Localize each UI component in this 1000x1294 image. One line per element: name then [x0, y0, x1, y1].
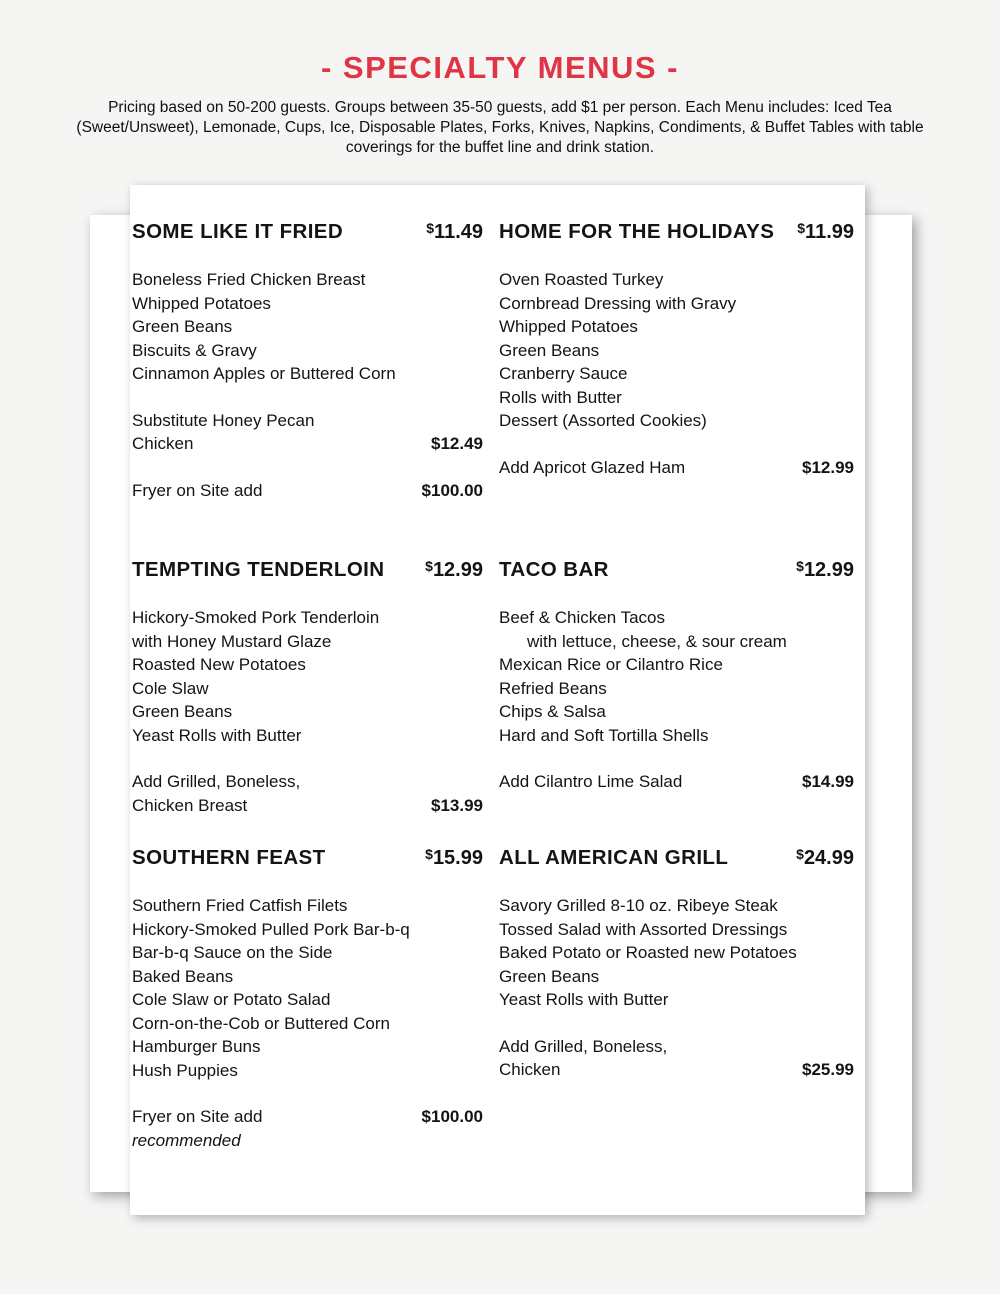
menu-item	[499, 268, 854, 292]
menu-section	[132, 846, 483, 1152]
menu-item	[132, 292, 483, 316]
menu-item-price: $100.00	[421, 480, 483, 500]
menu-item	[499, 339, 854, 363]
menu-item	[132, 479, 483, 503]
menu-item-text: Whipped Potatoes	[132, 293, 271, 313]
menu-item-price: $25.99	[802, 1060, 854, 1079]
menu-item	[499, 292, 854, 316]
menu-item-text: Whipped Potatoes	[499, 317, 638, 336]
menu-section-title: SOME LIKE IT FRIED	[132, 220, 344, 243]
menu-section-price: $11.49	[426, 220, 483, 243]
menu-section-title: ALL AMERICAN GRILL	[499, 846, 729, 869]
menu-item	[499, 456, 854, 480]
menu-item	[132, 1012, 483, 1036]
menu-section-price: $11.99	[797, 220, 854, 243]
menu-item-text: Chicken	[499, 1060, 561, 1079]
menu-item-text: Green Beans	[132, 317, 233, 336]
menu-item-text: Cole Slaw or Potato Salad	[132, 990, 331, 1009]
menu-section-title: TACO BAR	[499, 558, 609, 581]
dollar-sign: $	[796, 846, 804, 862]
menu-item-price: $13.99	[431, 795, 483, 815]
menu-item-text: Substitute Honey Pecan	[132, 410, 315, 430]
menu-item-text: Yeast Rolls with Butter	[499, 990, 669, 1009]
menu-item	[132, 1105, 483, 1129]
menu-item	[499, 386, 854, 410]
menu-item-text: Dessert (Assorted Cookies)	[499, 411, 707, 430]
menu-item-text: Add Grilled, Boneless,	[499, 1036, 668, 1056]
menu-item-spacer	[132, 456, 483, 479]
menu-section-price: $15.99	[425, 846, 483, 869]
menu-item-list	[499, 894, 854, 1082]
menu-item-text: with Honey Mustard Glaze	[132, 631, 332, 651]
menu-item-list	[132, 606, 483, 817]
menu-item-text: Bar-b-q Sauce on the Side	[132, 943, 333, 962]
menu-section	[132, 558, 483, 846]
menu-item	[132, 918, 483, 942]
menu-item-text: Chicken	[132, 434, 194, 453]
menu-item-text: Hickory-Smoked Pulled Pork Bar-b-q	[132, 919, 410, 939]
menu-item-text: Cinnamon Apples or Buttered Corn	[132, 364, 396, 383]
menu-section-price: $12.99	[796, 558, 854, 581]
menu-item-text: Baked Potato or Roasted new Potatoes	[499, 943, 797, 962]
menu-item-spacer	[499, 747, 854, 770]
menu-grid	[132, 220, 854, 1152]
menu-item	[132, 770, 483, 794]
menu-item-text: Southern Fried Catfish Filets	[132, 896, 348, 915]
menu-item-text: Green Beans	[499, 966, 600, 986]
menu-section-header	[499, 846, 854, 870]
menu-item-list	[132, 268, 483, 502]
menu-item	[132, 988, 483, 1012]
menu-item-price: $12.99	[802, 457, 854, 477]
menu-item-text: Hush Puppies	[132, 1060, 238, 1080]
menu-section-header	[499, 558, 854, 582]
menu-section-header	[499, 220, 854, 244]
dollar-sign: $	[797, 220, 806, 236]
menu-item	[499, 724, 854, 748]
menu-item-price: $12.49	[431, 434, 483, 453]
menu-section	[132, 220, 483, 558]
menu-item	[132, 700, 483, 724]
menu-item-text: Biscuits & Gravy	[132, 340, 257, 360]
menu-item	[132, 409, 483, 433]
menu-section-price: $24.99	[796, 846, 854, 869]
menu-item-text: Beef & Chicken Tacos	[499, 608, 665, 627]
menu-item-text: Cranberry Sauce	[499, 364, 628, 383]
menu-item-spacer	[499, 433, 854, 456]
menu-item-text: Add Apricot Glazed Ham	[499, 457, 686, 477]
menu-item-text: with lettuce, cheese, & sour cream	[527, 631, 787, 651]
menu-item	[499, 941, 854, 965]
menu-item	[499, 606, 854, 630]
menu-section-header	[132, 220, 483, 244]
menu-item	[132, 794, 483, 818]
intro-text: Pricing based on 50-200 guests. Groups between 35-50 guests, add $1 per person. Each Menu includes: Iced Tea (Sweet/Unsweet), Lemonade, Cups, Ice, Disposable Plates, Forks, Knives, Napkins, Condiments, & Buffet Tables with table coverings for the buffet line and drink station.	[76, 99, 924, 157]
menu-item	[132, 432, 483, 456]
menu-item-text: Fryer on Site add	[132, 480, 263, 500]
menu-item-text: Green Beans	[132, 702, 233, 721]
menu-item	[499, 653, 854, 677]
menu-item-text: recommended	[132, 1130, 241, 1150]
menu-item-text: Tossed Salad with Assorted Dressings	[499, 919, 788, 939]
menu-item-spacer	[132, 1082, 483, 1105]
menu-section-header	[132, 558, 483, 582]
menu-item-text: Yeast Rolls with Butter	[132, 725, 302, 745]
menu-item-text: Add Cilantro Lime Salad	[499, 772, 683, 791]
menu-item-text: Hickory-Smoked Pork Tenderloin	[132, 608, 380, 627]
menu-item	[132, 1059, 483, 1083]
menu-item-text: Fryer on Site add	[132, 1107, 263, 1126]
menu-item	[132, 362, 483, 386]
menu-item	[499, 315, 854, 339]
menu-item	[132, 339, 483, 363]
menu-item-text: Roasted New Potatoes	[132, 655, 306, 674]
menu-item-spacer	[499, 1012, 854, 1035]
page-title: - SPECIALTY MENUS -	[320, 50, 680, 85]
menu-item-text: Cole Slaw	[132, 678, 209, 698]
menu-section-title: SOUTHERN FEAST	[132, 846, 326, 869]
menu-item	[499, 677, 854, 701]
menu-item	[132, 1035, 483, 1059]
menu-item-list	[499, 268, 854, 479]
menu-item	[499, 362, 854, 386]
menu-section-title: HOME FOR THE HOLIDAYS	[499, 220, 775, 243]
dollar-sign: $	[426, 220, 435, 236]
menu-item-spacer	[132, 386, 483, 409]
menu-item	[499, 700, 854, 724]
dollar-sign: $	[425, 846, 433, 862]
menu-item-text: Mexican Rice or Cilantro Rice	[499, 655, 723, 674]
menu-item	[499, 894, 854, 918]
menu-item-spacer	[132, 747, 483, 770]
dollar-sign: $	[425, 558, 433, 574]
menu-item	[499, 1035, 854, 1059]
menu-item-text: Add Grilled, Boneless,	[132, 772, 301, 791]
menu-item	[499, 770, 854, 794]
menu-item	[132, 653, 483, 677]
menu-item-text: Refried Beans	[499, 678, 607, 698]
menu-section	[499, 220, 854, 558]
menu-item	[132, 268, 483, 292]
menu-item-text: Baked Beans	[132, 966, 234, 986]
menu-item-list	[132, 894, 483, 1152]
menu-section	[499, 846, 854, 1152]
menu-item-price: $100.00	[421, 1107, 483, 1126]
menu-item	[499, 630, 854, 654]
menu-item-text: Boneless Fried Chicken Breast	[132, 270, 366, 289]
menu-item	[499, 918, 854, 942]
menu-item	[499, 409, 854, 433]
menu-item	[132, 894, 483, 918]
menu-item	[132, 724, 483, 748]
menu-item-text: Savory Grilled 8-10 oz. Ribeye Steak	[499, 896, 778, 915]
menu-item-text: Oven Roasted Turkey	[499, 270, 664, 289]
menu-item	[132, 941, 483, 965]
menu-item-text: Hard and Soft Tortilla Shells	[499, 725, 709, 745]
menu-item	[132, 315, 483, 339]
menu-section-price: $12.99	[425, 558, 483, 581]
menu-item	[499, 1058, 854, 1082]
menu-item	[132, 677, 483, 701]
menu-item-text: Cornbread Dressing with Gravy	[499, 293, 737, 313]
menu-item	[132, 606, 483, 630]
menu-item	[132, 1129, 483, 1153]
menu-item	[499, 988, 854, 1012]
menu-item-text: Rolls with Butter	[499, 387, 622, 407]
menu-item-list	[499, 606, 854, 794]
menu-section	[499, 558, 854, 846]
menu-item-text: Chips & Salsa	[499, 702, 606, 721]
menu-section-header	[132, 846, 483, 870]
menu-item-price: $14.99	[802, 772, 854, 791]
menu-item-text: Corn-on-the-Cob or Buttered Corn	[132, 1013, 390, 1033]
menu-item	[499, 965, 854, 989]
dollar-sign: $	[796, 558, 804, 574]
menu-item-text: Chicken Breast	[132, 795, 248, 815]
menu-item-text: Hamburger Buns	[132, 1037, 261, 1056]
menu-item-text: Green Beans	[499, 340, 600, 360]
menu-item	[132, 965, 483, 989]
menu-section-title: TEMPTING TENDERLOIN	[132, 558, 385, 581]
menu-item	[132, 630, 483, 654]
